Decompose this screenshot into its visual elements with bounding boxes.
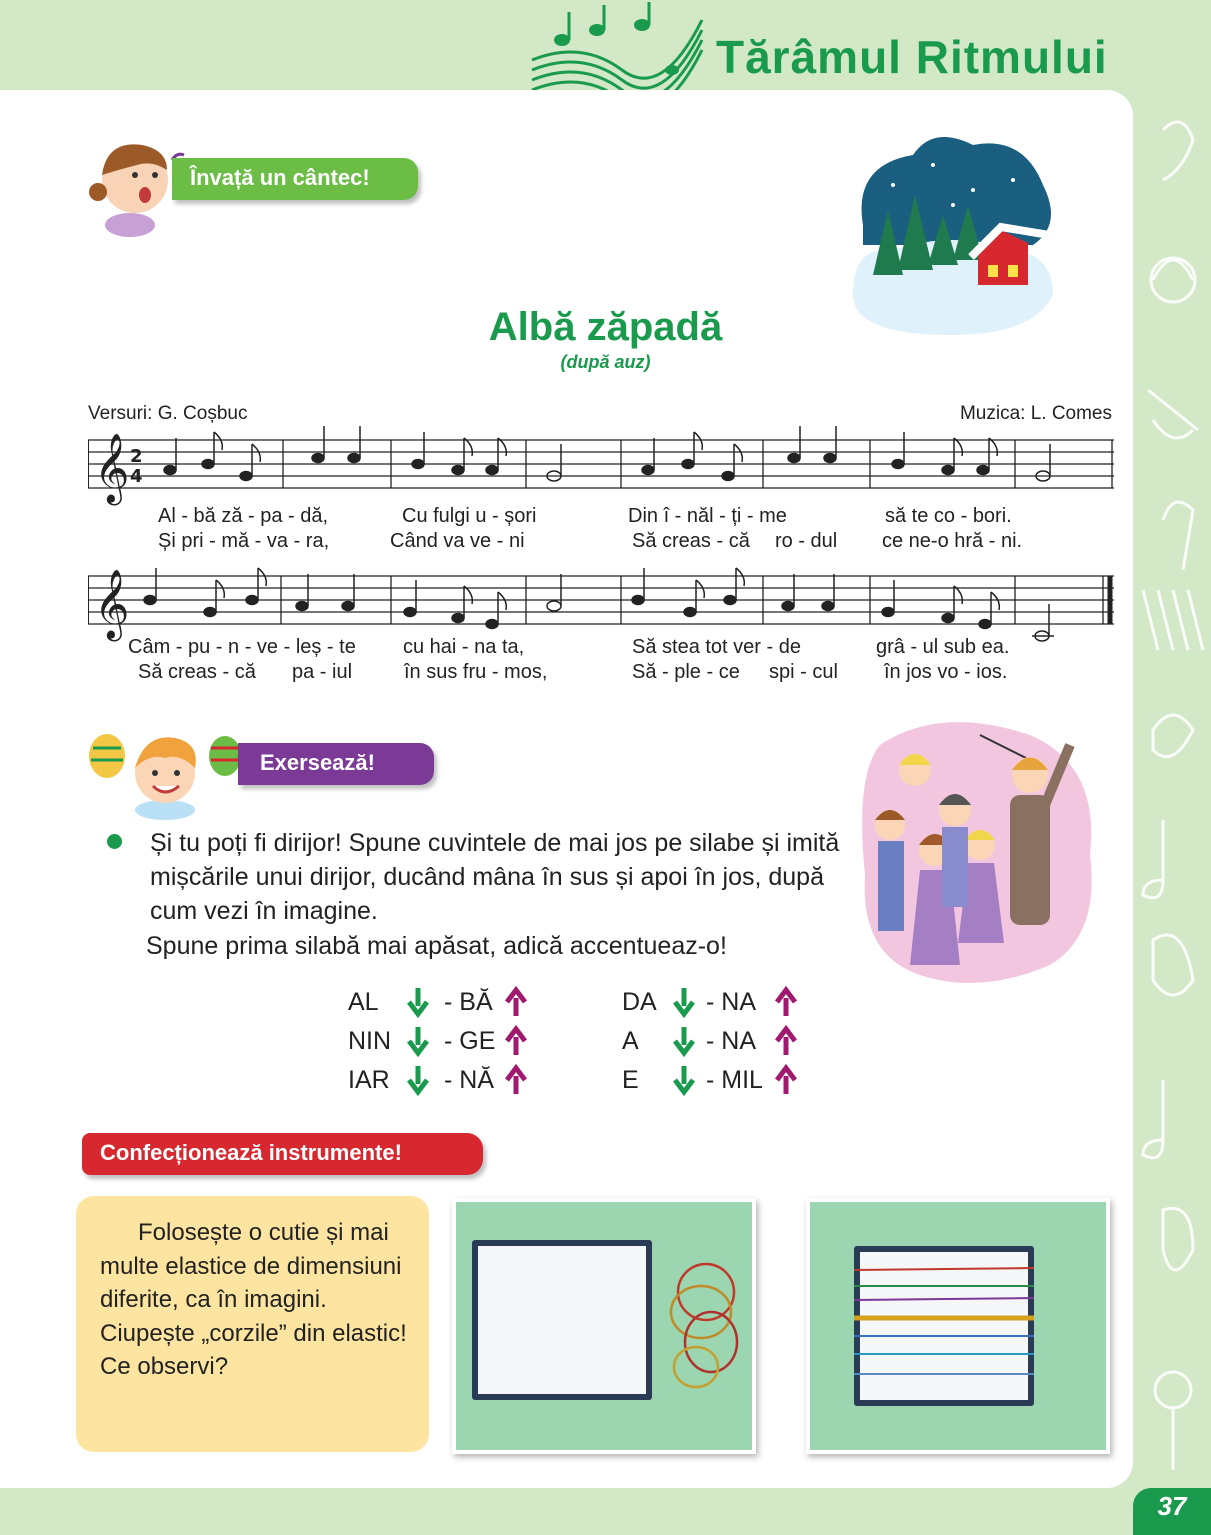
lyric-line-4-seg-1: Să creas - că [138,661,256,683]
lyric-line-4-seg-6: în jos vo - ios. [884,661,1008,683]
lyric-line-1-seg-2: Cu fulgi u - șori [402,505,537,527]
lyric-line-3-seg-1: Câm - pu - n - ve - leș - te [128,636,356,658]
photo-box-and-rubber-bands [452,1198,756,1454]
lyric-line-2-seg-1: Și pri - mă - va - ra, [158,530,330,552]
lyrics-credit: Versuri: G. Coșbuc [88,403,248,424]
exercise-badge: Exersează! [238,743,434,785]
lyric-line-2-seg-2: Când va ve - ni [390,530,525,552]
lyric-line-2-seg-4: ro - dul [775,530,838,552]
lyric-line-4-seg-4: Să - ple - ce [632,661,740,683]
syllable-first: IAR [348,1066,390,1094]
arrow-down-icon [406,1066,430,1096]
lyric-line-1-seg-3: Din î - năl - ți - me [628,505,787,527]
arrow-up-icon [774,1064,798,1094]
syllable-second: - GE [444,1027,496,1055]
syllable-first: NIN [348,1027,392,1055]
choir-conductor-illustration [860,715,1100,985]
arrow-down-icon [672,1027,696,1057]
lyric-line-1-seg-4: să te co - bori. [885,505,1012,527]
syllable-first: A [622,1027,639,1055]
arrow-up-icon [504,986,528,1016]
make-instructions-text: Folosește o cutie și mai multe elastice de dimensiuni diferite, ca în imagini. Ciupește „corzile” din elastic! Ce observi? [100,1219,407,1380]
syllable-second: - NA [706,988,756,1016]
syllable-second: - NA [706,1027,756,1055]
music-credit: Muzica: L. Comes [959,403,1112,424]
arrow-down-icon [406,988,430,1018]
syllable-second: - BĂ [444,988,493,1016]
song-subtitle: (după auz) [560,352,651,372]
svg-text:2: 2 [130,446,143,467]
lyric-line-4-seg-3: în sus fru - mos, [404,661,548,683]
photo-box-with-strings [806,1198,1110,1454]
lyric-line-2-seg-3: Să creas - că [632,530,750,552]
boy-with-maracas-illustration [85,728,245,823]
lyric-line-4-seg-5: spi - cul [769,661,838,683]
exercise-instruction-accent: Spune prima silabă mai apăsat, adică accentueaz-o! [146,932,727,960]
svg-text:𝄞: 𝄞 [94,569,130,639]
box-with-elastic-strings-image [810,1202,1106,1450]
make-instruments-badge: Confecționează instrumente! [82,1133,483,1175]
syllable-second: - NĂ [444,1066,494,1094]
arrow-down-icon [672,988,696,1018]
syllable-first: E [622,1066,639,1094]
arrow-up-icon [774,1025,798,1055]
syllable-first: DA [622,988,657,1016]
svg-text:𝄞: 𝄞 [94,433,130,503]
lyric-line-4-seg-2: pa - iul [292,661,353,683]
syllable-first: AL [348,988,379,1016]
lyric-line-3-seg-4: grâ - ul sub ea. [876,636,1010,658]
arrow-down-icon [672,1066,696,1096]
bullet-dot [107,834,122,849]
unit-title: Tărâmul Ritmului [716,31,1108,83]
arrow-down-icon [406,1027,430,1057]
arrow-up-icon [504,1064,528,1094]
lyric-line-3-seg-3: Să stea tot ver - de [632,636,801,658]
arrow-up-icon [774,986,798,1016]
lyric-line-2-seg-5: ce ne-o hră - ni. [882,530,1023,552]
arrow-up-icon [504,1025,528,1055]
song-title: Albă zăpadă [488,305,723,349]
instrument-doodles-decoration [1133,90,1211,1490]
page-number: 37 [1133,1488,1211,1535]
lyric-line-1-seg-1: Al - bă ză - pa - dă, [158,505,329,527]
lyric-line-3-seg-2: cu hai - na ta, [403,636,525,658]
syllable-second: - MIL [706,1066,763,1094]
box-rubber-bands-image [456,1202,752,1450]
learn-song-badge: Învață un cântec! [172,158,418,200]
svg-text:4: 4 [130,466,143,487]
exercise-instruction: Și tu poți fi dirijor! Spune cuvintele de mai jos pe silabe și imită mișcările unui dirijor, ducând mâna în sus și apoi în jos, după cum vezi în imagine. [150,829,840,925]
